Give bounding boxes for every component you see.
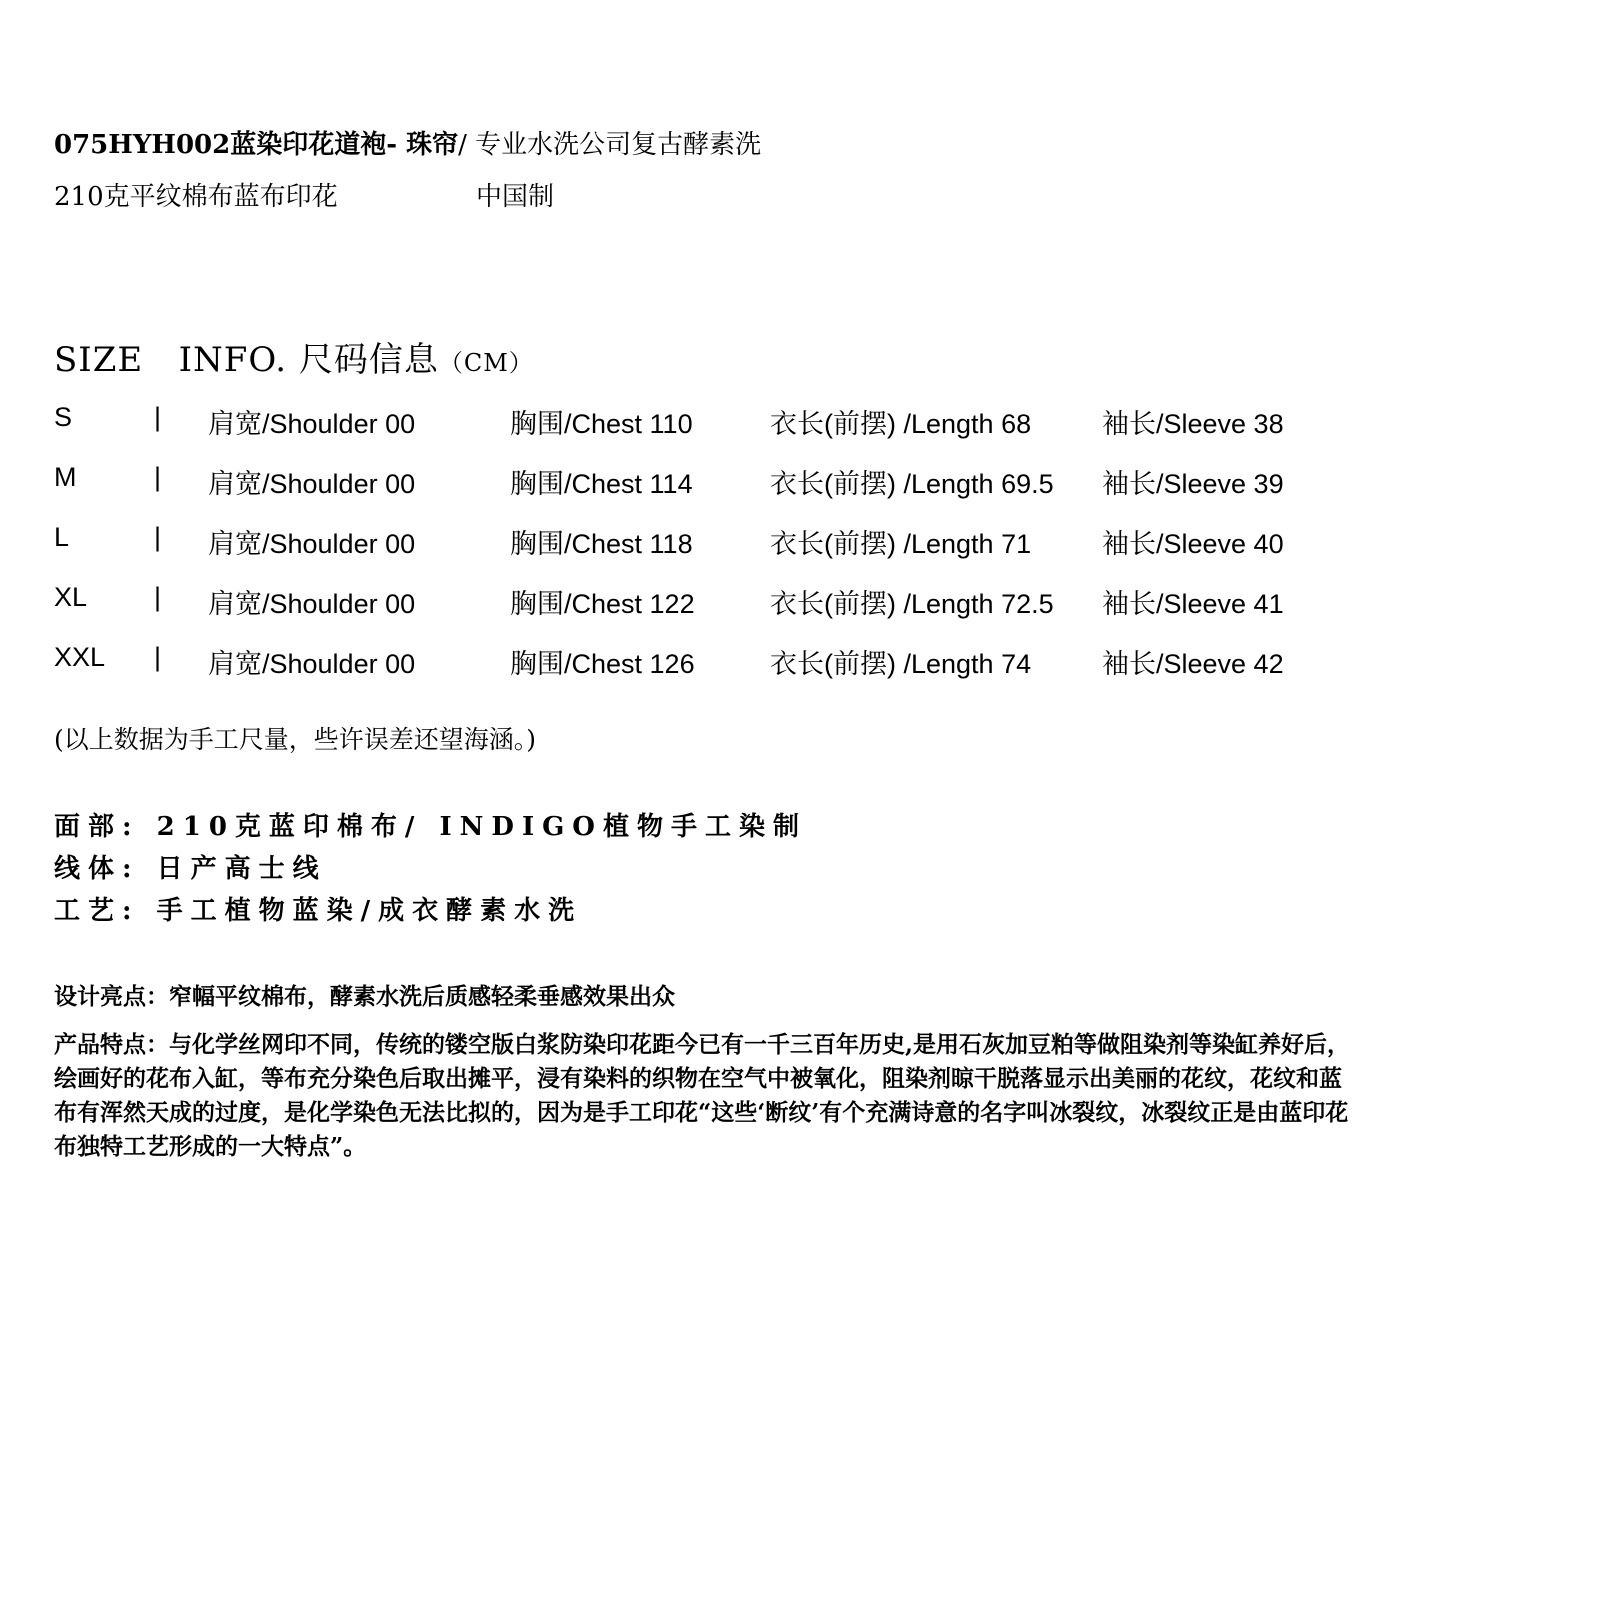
size-info-unit: （CM） — [438, 349, 534, 377]
material-fabric: 面部: 210克蓝印棉布/ INDIGO植物手工染制 — [54, 812, 807, 842]
product-title-main: 075HYH002蓝染印花道袍- 珠帘 — [54, 130, 459, 160]
material-thread: 线体: 日产高士线 — [54, 854, 327, 884]
chest-value: 胸围/Chest 110 — [510, 409, 693, 439]
size-label: XL — [54, 582, 88, 612]
sleeve-value: 袖长/Sleeve 40 — [1102, 529, 1284, 559]
product-origin: 中国制 — [476, 182, 555, 212]
shoulder-value: 肩宽/Shoulder 00 — [208, 649, 416, 679]
shoulder-value: 肩宽/Shoulder 00 — [208, 529, 416, 559]
chest-value: 胸围/Chest 122 — [510, 589, 695, 619]
shoulder-value: 肩宽/Shoulder 00 — [208, 589, 416, 619]
length-value: 衣长(前摆) /Length 74 — [770, 649, 1032, 679]
shoulder-value: 肩宽/Shoulder 00 — [208, 409, 416, 439]
length-value: 衣长(前摆) /Length 69.5 — [770, 469, 1054, 499]
sleeve-value: 袖长/Sleeve 41 — [1102, 589, 1284, 619]
row-separator: | — [154, 642, 162, 672]
product-title — [54, 124, 761, 161]
sleeve-value: 袖长/Sleeve 39 — [1102, 469, 1284, 499]
product-fabric: 210克平纹棉布蓝布印花 — [54, 182, 338, 212]
row-separator: | — [154, 522, 162, 552]
product-title-wash: / 专业水洗公司复古酵素洗 — [458, 130, 762, 160]
length-value: 衣长(前摆) /Length 71 — [770, 529, 1032, 559]
product-feature: 产品特点：与化学丝网印不同，传统的镂空版白浆防染印花距今已有一千三百年历史,是用石灰加豆粕等做阻染剂等染缸养好后，绘画好的花布入缸，等布充分染色后取出摊平，浸有染料的织物在空气中被氧化，阻染剂晾干脱落显示出美丽的花纹，花纹和蓝布有浑然天成的过度，是化学染色无法比拟的，因为是手工印花“这些‘断纹’有个充满诗意的名字叫冰裂纹，冰裂纹正是由蓝印花布独特工艺形成的一大特点”。 — [54, 1031, 1351, 1160]
size-label: S — [54, 402, 73, 432]
design-highlight: 设计亮点：窄幅平纹棉布，酵素水洗后质感轻柔垂感效果出众 — [54, 983, 675, 1010]
row-separator: | — [154, 582, 162, 612]
shoulder-value: 肩宽/Shoulder 00 — [208, 469, 416, 499]
material-craft: 工艺: 手工植物蓝染/成衣酵素水洗 — [54, 896, 583, 926]
length-value: 衣长(前摆) /Length 72.5 — [770, 589, 1054, 619]
chest-value: 胸围/Chest 118 — [510, 529, 693, 559]
sleeve-value: 袖长/Sleeve 42 — [1102, 649, 1284, 679]
chest-value: 胸围/Chest 126 — [510, 649, 695, 679]
length-value: 衣长(前摆) /Length 68 — [770, 409, 1032, 439]
size-label: L — [54, 522, 70, 552]
size-info-heading — [54, 332, 534, 381]
chest-value: 胸围/Chest 114 — [510, 469, 693, 499]
measurement-note: (以上数据为手工尺量，些许误差还望海涵。) — [54, 725, 537, 754]
sleeve-value: 袖长/Sleeve 38 — [1102, 409, 1284, 439]
row-separator: | — [154, 462, 162, 492]
size-info-title: SIZE INFO. 尺码信息 — [54, 340, 439, 380]
size-label: XXL — [54, 642, 106, 672]
size-label: M — [54, 462, 77, 492]
row-separator: | — [154, 402, 162, 432]
